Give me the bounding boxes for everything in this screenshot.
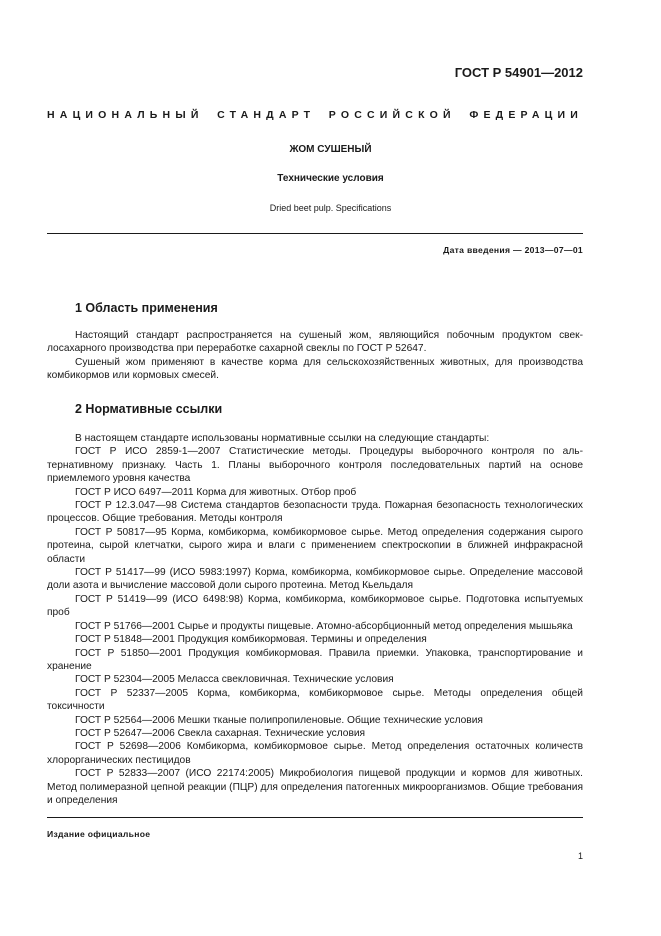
banner-word: ФЕДЕРАЦИИ (469, 109, 583, 121)
section-heading-references: 2 Нормативные ссылки (75, 402, 223, 416)
reference-item: ГОСТ Р 51850—2001 Продукция комбикормовая. Правила приемки. Упаковка, транспортирование и хранение (47, 647, 583, 672)
reference-item: ГОСТ Р 51419—99 (ИСО 6498:98) Корма, комбикорма, комбикормовое сырье. Подготовка испытуемых проб (47, 593, 583, 619)
reference-item: ГОСТ Р 52304—2005 Меласса свекловичная. Технические условия (75, 674, 394, 686)
reference-item: ГОСТ Р 52647—2006 Свекла сахарная. Технические условия (75, 727, 366, 739)
banner-word: НАЦИОНАЛЬНЫЙ (47, 109, 204, 121)
reference-item: ГОСТ Р 51417—99 (ИСО 5983:1997) Корма, комбикорма, комбикормовое сырье. Определение массовой доли азота и вычисление массовой доли сырого протеина. Метод Кьельдаля (47, 567, 583, 592)
edition-note: Издание официальное (47, 829, 151, 839)
reference-item: ГОСТ Р 51848—2001 Продукция комбикормовая. Термины и определения (75, 634, 427, 646)
paragraph: Сушеный жом применяют в качестве корма для сельскохозяйственных животных, для производства комбикормов или кормовых смесей. (47, 356, 583, 382)
english-title: Dried beet pulp. Specifications (269, 203, 392, 213)
reference-item: ГОСТ Р ИСО 2859-1—2007 Статистические методы. Процедуры выборочного контроля по альтернативному признаку. Часть 1. Планы выборочного контроля последовательных партий на основе приемлемого уровня качества (47, 446, 583, 485)
document-title: ЖОМ СУШЕНЫЙ (289, 144, 372, 155)
reference-item: ГОСТ Р ИСО 6497—2011 Корма для животных. Отбор проб (75, 486, 357, 498)
section-heading-scope: 1 Область применения (75, 301, 218, 315)
reference-item: ГОСТ Р 52698—2006 Комбикорма, комбикормовое сырье. Метод определения остаточных количеств хлорорганических пестицидов (47, 741, 583, 766)
page-number: 1 (577, 851, 583, 861)
reference-item: ГОСТ Р 50817—95 Корма, комбикорма, комбикормовое сырье. Метод определения содержания сырого протеина, сырой клетчатки, сырого жира и влаги с применением спектроскопии в ближней инфракрасной области (47, 526, 583, 565)
reference-item: ГОСТ Р 12.3.047—98 Система стандартов безопасности труда. Пожарная безопасность технологических процессов. Общие требования. Методы контроля (47, 500, 583, 525)
paragraph: В настоящем стандарте использованы нормативные ссылки на следующие стандарты: (75, 433, 490, 444)
national-standard-banner (47, 109, 583, 121)
reference-item: ГОСТ Р 52564—2006 Мешки тканые полипропиленовые. Общие технические условия (75, 714, 483, 726)
introduction-date: Дата введения — 2013—07—01 (443, 245, 583, 255)
banner-word: СТАНДАРТ (217, 109, 316, 121)
document-subtitle: Технические условия (277, 173, 384, 184)
header-divider (47, 233, 583, 234)
reference-item: ГОСТ Р 52833—2007 (ИСО 22174:2005) Микробиология пищевой продукции и кормов для животных. Метод полимеразной цепной реакции (ПЦР) для определения патогенных микроорганизмов. Общие требования и определения (47, 768, 583, 806)
paragraph: Настоящий стандарт распространяется на сушеный жом, являющийся побочным продуктом свеклосахарного производства при переработке сахарной свеклы по ГОСТ Р 52647. (47, 330, 583, 355)
reference-item: ГОСТ Р 51766—2001 Сырье и продукты пищевые. Атомно-абсорбционный метод определения мышьяка (75, 620, 573, 632)
reference-item: ГОСТ Р 52337—2005 Корма, комбикорма, комбикормовое сырье. Методы определения общей токсичности (47, 687, 583, 713)
standard-code: ГОСТ Р 54901—2012 (454, 65, 583, 80)
section-body-references (47, 432, 583, 807)
banner-word: РОССИЙСКОЙ (328, 109, 456, 121)
section-body-scope (47, 329, 583, 383)
footer-divider (47, 817, 583, 818)
